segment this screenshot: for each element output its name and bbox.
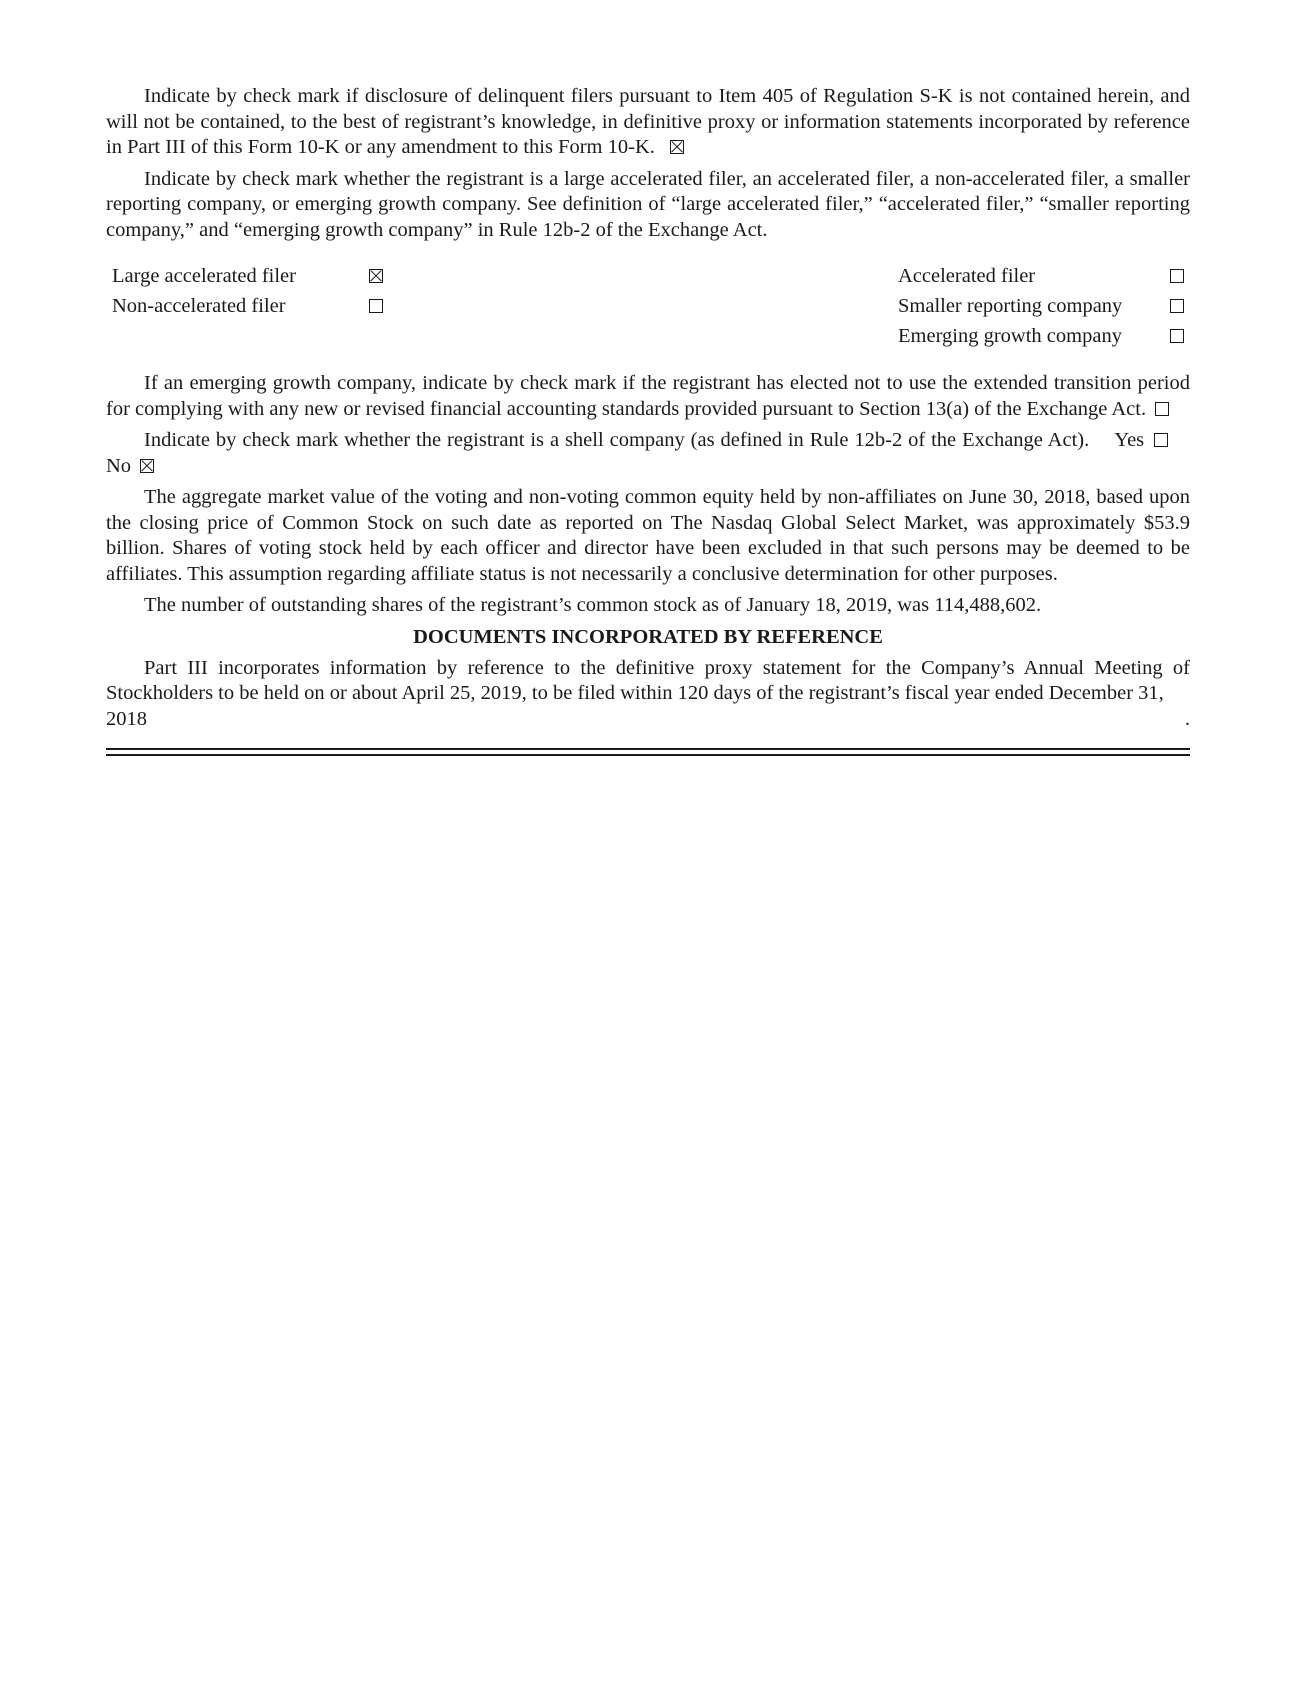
option-emerging-growth bbox=[898, 323, 1138, 349]
paragraph-shell-company bbox=[106, 428, 1190, 479]
option-accelerated bbox=[898, 263, 1138, 289]
shell-yes-checkbox[interactable] bbox=[1154, 433, 1168, 447]
delinquent-filers-checkbox[interactable] bbox=[670, 140, 684, 154]
option-smaller-reporting bbox=[898, 293, 1138, 319]
large-accelerated-label: Large accelerated filer bbox=[112, 265, 296, 287]
paragraph-transition-period bbox=[106, 371, 1190, 422]
section-heading: DOCUMENTS INCORPORATED BY REFERENCE bbox=[413, 625, 883, 648]
shell-no-checkbox[interactable] bbox=[140, 459, 154, 473]
paragraph-incorporated-by-reference bbox=[106, 656, 1190, 707]
document-page bbox=[106, 84, 1190, 756]
market-value-text: The aggregate market value of the voting and non-voting common equity held by non-affiliates on June 30, 2018, based upon the closing price of Common Stock on such date as reported on The Nasdaq Global Select Market, was approximately $53.9 billion. Shares of voting stock held by each officer and director have been excluded in that such persons may be deemed to be affiliates. This assumption regarding affiliate status is not necessarily a conclusive determination for other purposes. bbox=[106, 486, 1190, 585]
outstanding-shares-text: The number of outstanding shares of the registrant’s common stock as of January 18, 2019, was 114,488,602. bbox=[144, 594, 1042, 616]
paragraph-filer-type bbox=[106, 167, 1190, 244]
incorporated-by-reference-text: Part III incorporates information by reference to the definitive proxy statement for the Company’s Annual Meeting of Stockholders to be held on or about April 25, 2019, to be filed within 120 days of the registrant’s fiscal year ended December 31, bbox=[106, 656, 1190, 704]
paragraph-delinquent-filers bbox=[106, 84, 1190, 161]
non-accelerated-label: Non-accelerated filer bbox=[112, 295, 286, 317]
double-rule-divider bbox=[106, 748, 1190, 756]
incorporated-period: . bbox=[1184, 707, 1190, 730]
paragraph-market-value bbox=[106, 485, 1190, 587]
paragraph-outstanding-shares bbox=[106, 593, 1190, 619]
incorporated-last-line bbox=[106, 707, 1190, 733]
incorporated-year: 2018 bbox=[106, 707, 147, 730]
shell-no-label: No bbox=[106, 454, 132, 477]
filer-type-text: Indicate by check mark whether the registrant is a large accelerated filer, an accelerated filer, a non-accelerated filer, a smaller reporting company, or emerging growth company. See definition of “large accelerated filer,” “accelerated filer,” “smaller reporting company,” and “emerging growth company” in Rule 12b-2 of the Exchange Act. bbox=[106, 167, 1190, 241]
transition-period-checkbox[interactable] bbox=[1155, 402, 1169, 416]
accelerated-checkbox[interactable] bbox=[1170, 269, 1184, 283]
accelerated-label: Accelerated filer bbox=[898, 265, 1036, 287]
option-large-accelerated bbox=[112, 263, 382, 289]
option-non-accelerated bbox=[112, 293, 382, 319]
smaller-reporting-label: Smaller reporting company bbox=[898, 295, 1123, 317]
shell-yes-label: Yes bbox=[1114, 429, 1145, 451]
emerging-growth-label: Emerging growth company bbox=[898, 325, 1122, 347]
delinquent-filers-text: Indicate by check mark if disclosure of delinquent filers pursuant to Item 405 of Regulation S-K is not contained herein, and will not be contained, to the best of registrant’s knowledge, in definitive proxy or information statements incorporated by reference in Part III of this Form 10-K or any amendment to this Form 10-K. bbox=[106, 85, 1190, 158]
large-accelerated-checkbox[interactable] bbox=[369, 269, 383, 283]
shell-company-text: Indicate by check mark whether the registrant is a shell company (as defined in Rule 12b-2 of the Exchange Act). bbox=[144, 429, 1090, 451]
emerging-growth-checkbox[interactable] bbox=[1170, 329, 1184, 343]
transition-period-text: If an emerging growth company, indicate by check mark if the registrant has elected not to use the extended transition period for complying with any new or revised financial accounting standards provided pursuant to Section 13(a) of the Exchange Act. bbox=[106, 372, 1190, 420]
smaller-reporting-checkbox[interactable] bbox=[1170, 299, 1184, 313]
non-accelerated-checkbox[interactable] bbox=[369, 299, 383, 313]
filer-type-options bbox=[106, 263, 1190, 359]
